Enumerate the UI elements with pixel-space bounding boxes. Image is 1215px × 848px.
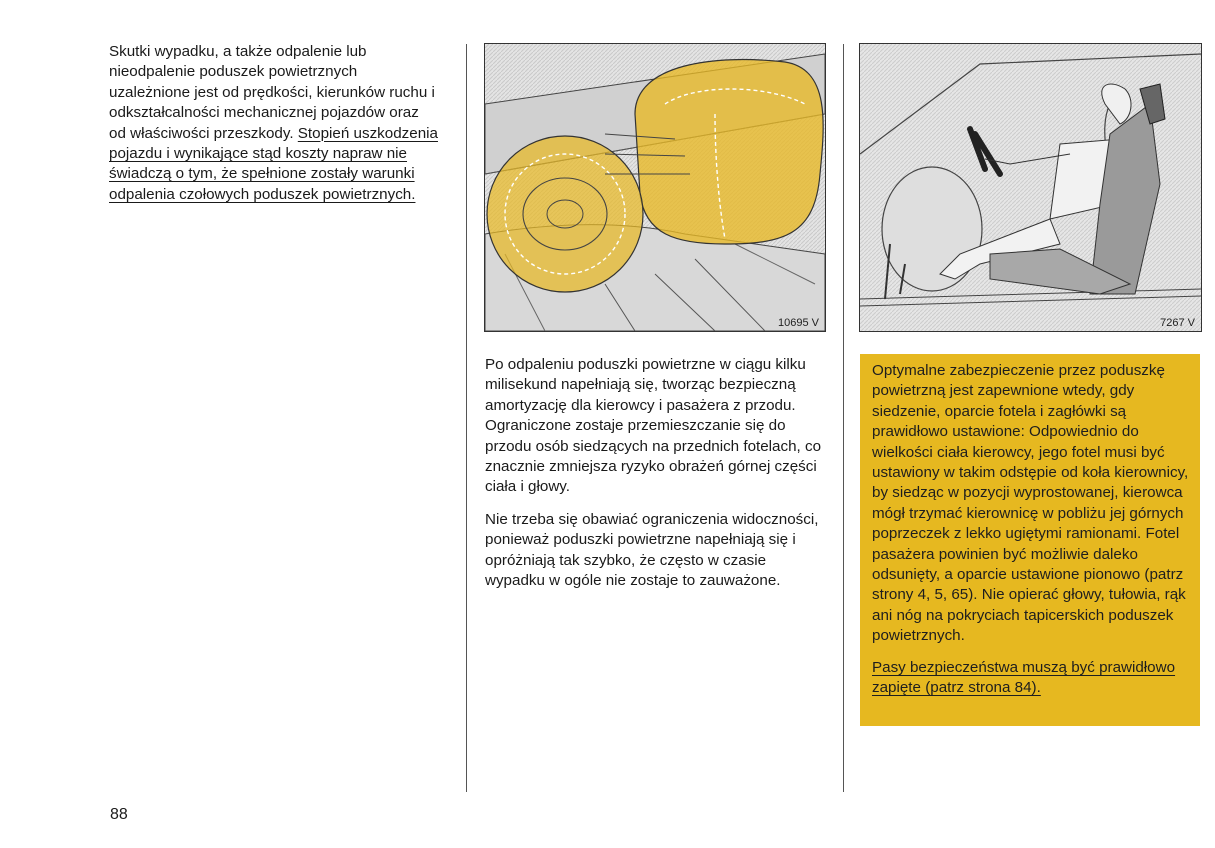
- airbag-illustration: [484, 43, 826, 332]
- deployed-airbag-outline: [882, 167, 982, 291]
- airbag-deployment-paragraph: Po odpaleniu poduszki powietrzne w ciągu kilku milisekund napełniają się, tworząc bezpieczną amortyzację dla kierowcy i pasażera z przodu. Ograniczone zostaje przemieszczanie się do przodu osób siedzących na przednich fotelach, co znacznie zmniejsza ryzyko obrażeń górnej części ciała i głowy.: [485, 356, 822, 496]
- seating-position-illustration: [859, 43, 1202, 332]
- damage-note-underlined: Stopień uszkodzenia pojazdu i wynikające stąd koszty napraw nie świadczą o tym, że spełnione zostały warunki odpalenia czołowych poduszek powietrznych.: [109, 124, 438, 203]
- accident-text: Skutki wypadku, a także odpalenie lub nieodpalenie poduszek powietrznych uzależnione jest od prędkości, kierunków ruchu i odkształcalności mechanicznej pojazdów oraz od właściwości przeszkody.: [109, 43, 435, 142]
- figure-code-seating: 7267 V: [1160, 317, 1195, 329]
- seatbelt-warning: Pasy bezpieczeństwa muszą być prawidłowo zapięte (patrz strona 84).: [872, 658, 1176, 697]
- figure-code-airbags: 10695 V: [778, 317, 819, 329]
- optimal-protection-paragraph: Optymalne zabezpieczenie przez poduszkę powietrzną jest zapewnione wtedy, gdy siedzenie, oparcie fotela i zagłówki są prawidłowo ustawione: Odpowiednio do wielkości ciała kierowcy, jego fotel musi być ustawiony w takim odstępie od koła kierownicy, by siedząc w pozycji wyprostowanej, kierowca mógł trzymać kierownicę w pobliżu jej górnych poprzeczek z lekko ugiętymi ramionami. Fotel pasażera powinien być możliwie daleko odsunięty, a oparcie ustawione pionowo (patrz strony 4, 5, 65). Nie opierać głowy, tułowia, rąk ani nóg na pokryciach tapicerskich poduszek powietrznych.: [872, 362, 1189, 645]
- middle-column: [485, 355, 823, 591]
- notice-box: [860, 354, 1200, 726]
- visibility-paragraph: Nie trzeba się obawiać ograniczenia widoczności, ponieważ poduszki powietrzne napełniają się i opróżniają tak szybko, że często w czasie wypadku w ogóle nie zostaje to zauważone.: [485, 510, 819, 590]
- passenger-airbag-shape: [635, 60, 823, 244]
- accident-paragraph: [109, 42, 439, 205]
- driver-airbag-shape: [487, 136, 643, 292]
- column-divider-right: [843, 44, 844, 792]
- page-number: 88: [110, 806, 128, 823]
- column-divider-left: [466, 44, 467, 792]
- left-column: [109, 42, 439, 205]
